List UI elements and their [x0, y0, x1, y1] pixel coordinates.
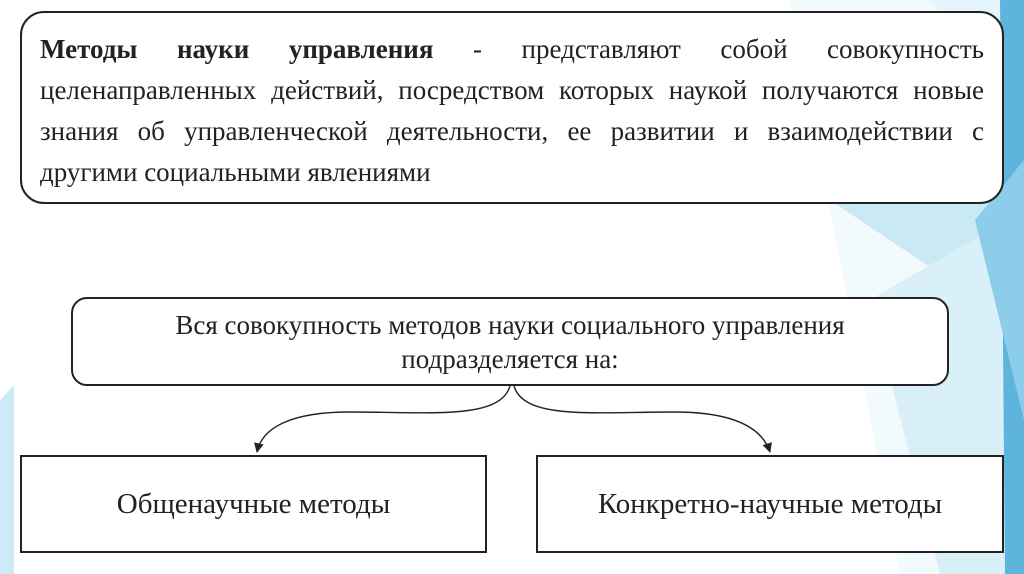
classification-line-1: Вся совокупность методов науки социального управления: [175, 310, 845, 340]
decor-shape: [0, 385, 14, 574]
general-scientific-methods-label: Общенаучные методы: [116, 487, 391, 520]
classification-line-2: подразделяется на:: [401, 344, 619, 374]
definition-text: - представляют собой совокупность целенаправленных действий, посредством которых наукой получаются новые знания об управленческой деятельности, ее развитии и взаимодействии с другими социальными явлениями: [40, 34, 984, 187]
specific-scientific-methods-box: [536, 455, 1004, 553]
classification-box: [71, 297, 949, 386]
specific-scientific-methods-label: Конкретно-научные методы: [597, 487, 943, 520]
definition-box: [20, 11, 1004, 204]
definition-term: Методы науки управления: [40, 34, 434, 64]
general-scientific-methods-box: [20, 455, 487, 553]
